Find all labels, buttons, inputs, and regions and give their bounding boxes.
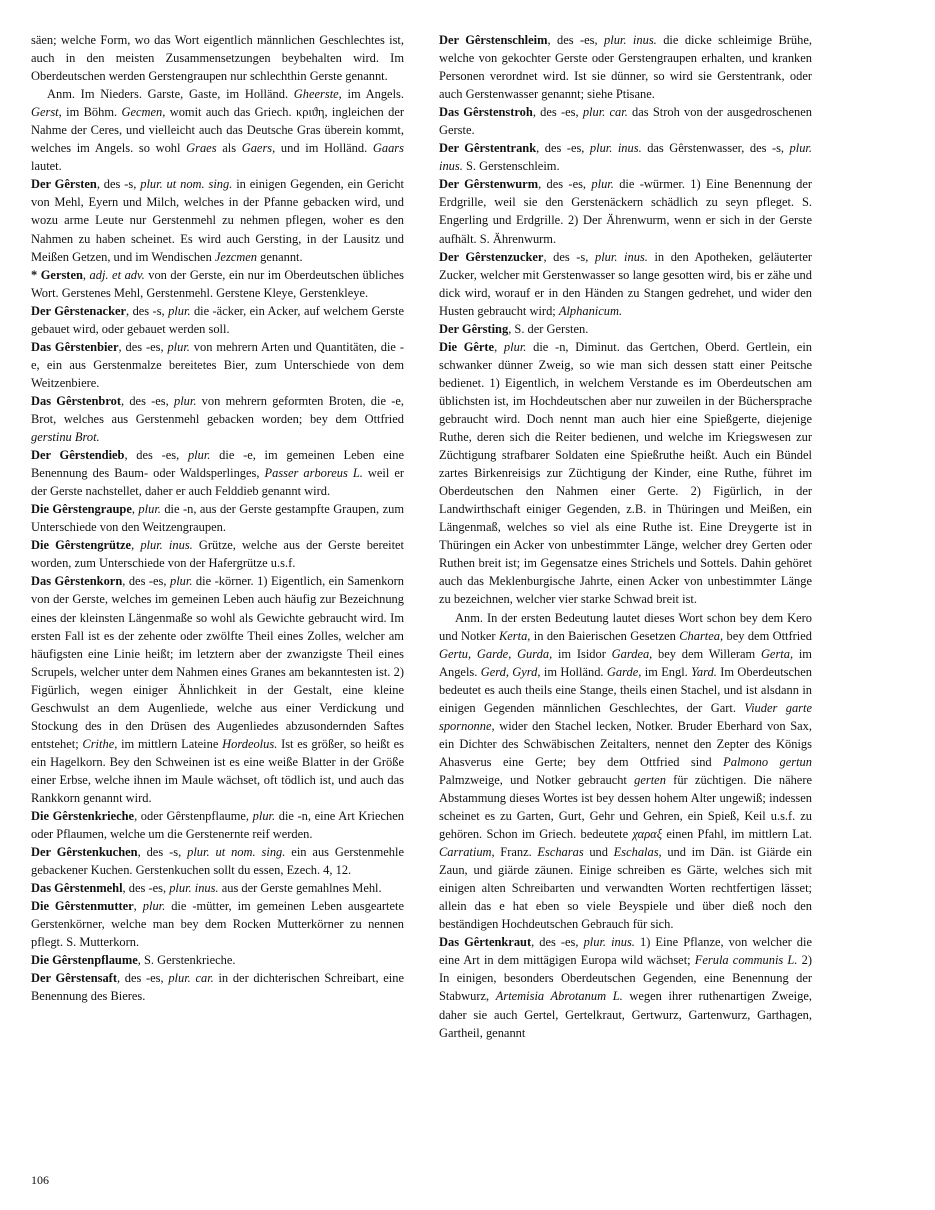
dictionary-entry: Die Gêrte, plur. die -n, Diminut. das Gertchen, Oberd. Gertlein, ein schwanker dünner Zweig, so wie man sich dessen statt einer Peitsche bedienet. 1) Eigentlich, in welchem Verstande es im Oberdeutschen am üblichsten ist, im Hochdeutschen aber nur zuweilen in der Büchersprache gebraucht wird. Doch nennt man auch hier eine Spießgerte, diejenige Ruthe, deren sich die Reiter bedienen, und welche im Kriegswesen zur Züchtigung strafbarer Soldaten eine Spießruthe heißt. Auch ein Bündel zartes Birkenreisigs zur Züchtigung der Kinder, eine Ruthe, führet im Oberdeutschen den Nahmen einer Gerte. 2) Figürlich, in der Landwirthschaft einiger Gegenden, z.B. in Thüringen und Meißen, ein Längenmaß, welches so viel als eine Ruthe ist. Eine Dreygerte ist in Thüringen ein Acker von unbestimmter Länge, welcher drey Gerten oder Ruthen breit ist; im Gegensatze eines Strichels und Sottels. Dahin gehöret auch das Meklenburgische Jahrte, einen Acker von unbestimmter Länge zu bezeichnen, welcher vier starke Schwad breit ist. [439, 339, 812, 607]
dictionary-entry: Der Gêrstendieb, des -es, plur. die -e, im gemeinen Leben eine Benennung des Baum- oder Waldsperlinges, Passer arboreus L. weil er der Gerste nachstellet, daher er auch Felddieb genannt wird. [31, 448, 404, 499]
entry-headword: Die Gêrte [439, 339, 495, 354]
dictionary-entry: Der Gêrstenzucker, des -s, plur. inus. in den Apotheken, geläuterter Zucker, welcher mit Gerstenwasser so lange gesotten wird, bis er zähe und dick wird, worauf er in den Händen zu Stangen gedrehet, und wider den Husten gebraucht wird; Alphanicum. [439, 249, 812, 318]
entry-headword: Der Gêrsting [439, 321, 509, 336]
dictionary-entry: Der Gêrstenacker, des -s, plur. die -äcker, ein Acker, auf welchem Gerste gebauet wird, oder gebauet werden soll. [31, 303, 404, 336]
entry-headword: Die Gêrstenkrieche [31, 809, 135, 824]
page-number: 106 [31, 1173, 49, 1187]
entry-headword: Das Gêrstenbier [31, 339, 119, 354]
entry-headword: Der Gêrstentrank [439, 141, 537, 156]
entry-headword: Der Gêrstensaft [31, 971, 117, 986]
dictionary-entry: Das Gêrstenbier, des -es, plur. von mehrern Arten und Quantitäten, die -e, ein aus Gerstenmalze bereitetes Bier, zum Unterschiede von dem Weitzenbiere. [31, 339, 404, 390]
entry-headword: Der Gêrstenwurm [439, 177, 539, 192]
dictionary-entry: Die Gêrstenpflaume, S. Gerstenkrieche. [31, 953, 236, 968]
dictionary-entry: Die Gêrstengraupe, plur. die -n, aus der Gerste gestampfte Graupen, zum Unterschiede von den Weitzengraupen. [31, 502, 404, 535]
dictionary-entry: Das Gêrstenbrot, des -es, plur. von mehrern geformten Broten, die -e, Brot, welches aus Gerstenmehl gebacken worden; bey dem Ottfried gerstinu Brot. [31, 393, 404, 445]
entry-headword: Die Gêrstengrütze [31, 538, 132, 553]
dictionary-entry: * Gersten, adj. et adv. von der Gerste, ein nur im Oberdeutschen übliches Wort. Gerstenes Mehl, Gerstenmehl. Gerstene Kleye, Gerstenkleye. [31, 267, 405, 300]
dictionary-entry: Der Gêrstenkuchen, des -s, plur. ut nom. sing. ein aus Gerstenmehle gebackener Kuchen. Gerstenkuchen sollt du essen, Ezech. 4, 12. [31, 845, 404, 878]
dictionary-entry: Der Gêrstenschleim, des -es, plur. inus. die dicke schleimige Brühe, welche von gekochter Gerste oder Gerstengraupen erhalten, und kranken Personen verordnet wird. Ist sie dünner, so wird sie Gerstentrank, oder auch Gerstenwasser genannt; siehe Ptisane. [439, 33, 812, 102]
entry-headword: Der Gêrstenschleim [439, 33, 548, 47]
entry-headword: Das Gêrstenstroh [439, 105, 533, 120]
dictionary-entry: Das Gêrstenmehl, des -es, plur. inus. aus der Gerste gemahlnes Mehl. [31, 881, 382, 896]
dictionary-entry: Das Gêrstenstroh, des -es, plur. car. das Stroh von der ausgedroschenen Gerste. [439, 105, 812, 138]
dictionary-entry: Die Gêrstenmutter, plur. die -mütter, im gemeinen Leben ausgeartete Gerstenkörner, welche man bey dem Rocken Mutterkörner zu nennen pflegt. S. Mutterkorn. [31, 899, 404, 950]
right-column [439, 31, 812, 1042]
entry-headword: Der Gêrstendieb [31, 448, 125, 463]
annotation-paragraph: Anm. In der ersten Bedeutung lautet dieses Wort schon bey dem Kero und Notker Kerta, in den Baierischen Gesetzen Chartea, bey dem Ottfried Gertu, Garde, Gurda, im Isidor Gardea, bey dem Willeram Gerta, im Angels. Gerd, Gyrd, im Holländ. Garde, im Engl. Yard. Im Oberdeutschen bedeutet es auch theils eine Stange, theils einen Stachel, und ist alsdann in einigen Gegenden männlichen Geschlechtes, der Gart. Viuder garte spornonne, wider den Stachel lecken, Notker. Bruder Eberhard von Sax, ein Dichter des Schwäbischen Zeitalters, nennet den Zepter des Königs Ahasverus eine Gerte; bey dem Ottfried sind Palmono gertun Palmzweige, und Notker gebraucht gerten für züchtigen. Die nähere Abstammung dieses Wortes ist bey dessen hohem Alter ungewiß; indessen scheinet es zu Garten, Gurt, Gehr und Gehren, ein Spieß, Keil u.s.f. zu gehören. Schon im Griech. bedeutete χαραξ einen Pfahl, im mittlern Lat. Carratium, Franz. Escharas und Eschalas, und im Dän. ist Giärde ein Zaun, und giärde zäunen. Einige schreiben es Gärte, welches sich mit einigen alten Schreibarten und verwandten Worten rechtfertigen lässet; allein das e hat eben so viele Beyspiele und über dieß noch den beständigen Hochdeutschen Gebrauch für sich. [439, 610, 812, 932]
entry-headword: Das Gêrtenkraut [439, 935, 532, 950]
entry-headword: Der Gêrsten [31, 177, 97, 192]
dictionary-entry: Der Gêrstenwurm, des -es, plur. die -würmer. 1) Eine Benennung der Erdgrille, weil sie den Gerstenäckern schädlich zu seyn pfleget. S. Engerling und Erdgrille. 2) Der Ährenwurm, wenn er sich in der Gerste aufhält. S. Ährenwurm. [439, 177, 813, 246]
dictionary-entry: Der Gêrstensaft, des -es, plur. car. in der dichterischen Schreibart, eine Benennung des Bieres. [31, 971, 405, 1004]
dictionary-entry: Der Gêrstentrank, des -es, plur. inus. das Gêrstenwasser, des -s, plur. inus. S. Gerstenschleim. [439, 141, 812, 174]
left-column [31, 31, 404, 1006]
dictionary-entry: Der Gêrsting, S. der Gersten. [439, 321, 589, 336]
entry-headword: Die Gêrstenpflaume [31, 953, 138, 968]
entry-headword: Der Gêrstenkuchen [31, 845, 138, 860]
entry-headword: Der Gêrstenacker [31, 303, 127, 318]
dictionary-entry: säen; welche Form, wo das Wort eigentlich männlichen Geschlechtes ist, auch in den meisten Zusammensetzungen beybehalten wird. Im Oberdeutschen werden Gerstengraupen nur schlechthin Gerste genannt. [31, 33, 404, 84]
entry-headword: Das Gêrstenbrot [31, 393, 121, 408]
entry-headword: * Gersten [31, 267, 83, 282]
entry-headword: Die Gêrstenmutter [31, 899, 134, 914]
entry-headword: Das Gêrstenmehl [31, 881, 123, 896]
entry-headword: Das Gêrstenkorn [31, 574, 123, 589]
dictionary-entry: Das Gêrtenkraut, des -es, plur. inus. 1) Eine Pflanze, von welcher die eine Art in dem mittägigen Europa wild wächset; Ferula communis L. 2) In einigen, besonders Oberdeutschen Gegenden, eine Benennung der Stabwurz, Artemisia Abrotanum L. wegen ihrer ruthenartigen Zweige, daher sie auch Gertel, Gertelkraut, Gertwurz, Gartenwurz, Garthagen, Gartheil, genannt [439, 935, 812, 1040]
annotation-paragraph: Anm. Im Nieders. Garste, Gaste, im Holländ. Gheerste, im Angels. Gerst, im Böhm. Gecmen, womit auch das Griech. κριϑη, ingleichen der Nahme der Ceres, und vielleicht auch das Deutsche Gras überein kommt, welches im Angels. so wohl Graes als Gaers, und im Holländ. Gaars lautet. [31, 87, 404, 174]
dictionary-entry: Der Gêrsten, des -s, plur. ut nom. sing. in einigen Gegenden, ein Gericht von Mehl, Eyern und Milch, welches in der Pfanne gebacken wird, und wozu arme Leute nur Gerstenmehl zu nehmen pflegen, woher es den Nahmen zu haben scheinet. Es wird auch Gersting, in der Lausitz und Meißen Getzen, und im Wendischen Jezcmen genannt. [31, 177, 404, 264]
dictionary-entry: Die Gêrstengrütze, plur. inus. Grütze, welche aus der Gerste bereitet worden, zum Unterschiede von der Hafergrütze u.s.f. [31, 538, 404, 571]
entry-headword: Die Gêrstengraupe [31, 502, 132, 517]
dictionary-entry: Die Gêrstenkrieche, oder Gêrstenpflaume, plur. die -n, eine Art Kriechen oder Pflaumen, welche um die Gerstenernte reif werden. [31, 809, 405, 842]
entry-headword: Der Gêrstenzucker [439, 249, 544, 264]
dictionary-entry: Das Gêrstenkorn, des -es, plur. die -körner. 1) Eigentlich, ein Samenkorn von der Gerste, welches im gemeinen Leben auch häufig zur Bezeichnung eines der kleinsten Längenmaße so wohl als Gewichte gebraucht wird. Im ersten Fall ist es der zehente oder zwölfte Theil eines Zolles, welcher am häufigsten eine Linie heißt; im letztern aber der zwanzigste Theil eines Scrupels, welcher unter dem Nahmen eines Granes am bekanntesten ist. 2) Figürlich, wegen einiger Ähnlichkeit in der Gestalt, eine kleine Geschwulst an dem Augenliede, welche aus einer Verdickung und Stockung des in den Drüsen des Augenliedes abzusondernden Saftes entstehet; Crithe, im mittlern Lateine Hordeolus. Ist es größer, so heißt es ein Hagelkorn. Bey den Schweinen ist es eine weiße Blatter in der Größe einer Erbse, welche ihnen im Maule wächset, oft tödlich ist, und auch das Rankkorn genannt wird. [31, 574, 404, 805]
